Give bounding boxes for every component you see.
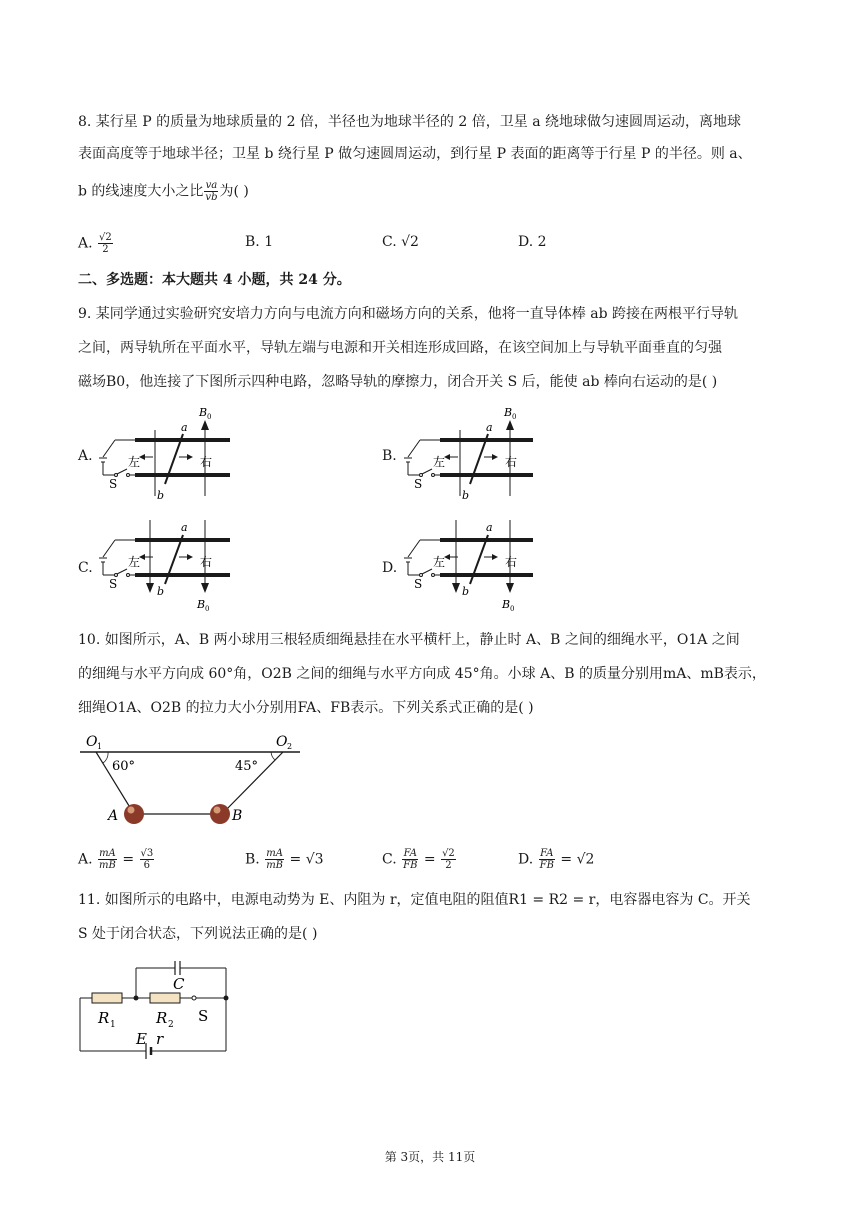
equals-sign: =: [560, 851, 573, 868]
option-label: D.: [518, 234, 534, 250]
label-right: 右: [200, 455, 213, 469]
label-right: 右: [505, 555, 518, 569]
label-a: a: [486, 421, 493, 434]
label-left: 左: [128, 555, 141, 569]
option-lhs-fraction: [98, 848, 117, 871]
q8-line-1: 8. 某行星 P 的质量为地球质量的 2 倍，半径也为地球半径的 2 倍，卫星 a 绕地球做匀速圆周运动，离地球: [78, 114, 741, 130]
q8-ratio-num: va: [205, 180, 218, 191]
option-label: A.: [78, 851, 93, 868]
q10-line-1: 10. 如图所示，A、B 两小球用三根轻质细绳悬挂在水平横杆上，静止时 A、B 之间的细绳水平，O1A 之间: [78, 632, 740, 648]
label-a: a: [181, 421, 188, 434]
q9-option-d-label[interactable]: D.: [382, 560, 398, 576]
label-capacitor: C: [173, 975, 185, 993]
q8-option-a[interactable]: [78, 232, 114, 255]
q10-option-b[interactable]: [245, 848, 324, 871]
q11-line-1: 11. 如图所示的电路中，电源电动势为 E、内阻为 r，定值电阻的阻值R1 = R2 = r，电容器电容为 C。开关: [78, 892, 751, 908]
ball-a: [124, 804, 144, 824]
q9-option-c-label[interactable]: C.: [78, 560, 93, 576]
label-switch: S: [109, 477, 118, 491]
option-lhs-fraction: [539, 848, 555, 871]
label-r2: R: [156, 1009, 168, 1027]
option-value: 1: [264, 234, 274, 250]
q9-diagram-b: [398, 402, 548, 502]
option-label: A.: [78, 235, 93, 252]
fraction-den: FB: [403, 860, 418, 871]
label-left: 左: [128, 455, 141, 469]
q9-option-a-label[interactable]: A.: [78, 448, 93, 464]
fraction-num: mA: [266, 848, 283, 859]
label-field: B: [199, 406, 208, 419]
q10-line-3: 细绳O1A、O2B 的拉力大小分别用FA、FB表示。下列关系式正确的是( ): [78, 700, 534, 716]
q9-option-b-label[interactable]: B.: [382, 448, 397, 464]
fraction-num: √2: [99, 232, 112, 243]
label-o1-sub: 1: [97, 742, 103, 751]
fraction-num: FA: [540, 848, 554, 859]
label-field: B: [197, 598, 206, 611]
label-field: B: [504, 406, 513, 419]
q10-option-c[interactable]: [382, 848, 457, 871]
q10-option-a[interactable]: [78, 848, 155, 871]
label-b: b: [462, 585, 470, 598]
fraction-num: FA: [403, 848, 417, 859]
option-lhs-fraction: [402, 848, 418, 871]
label-r2-sub: 2: [168, 1020, 174, 1030]
label-a: a: [486, 521, 493, 534]
label-r1: R: [98, 1009, 110, 1027]
q9-line-2: 之间，两导轨所在平面水平，导轨左端与电源和开关相连形成回路，在该空间加上与导轨平面垂直的匀强: [78, 340, 722, 356]
q9-diagram-d: [398, 515, 548, 615]
option-value: 2: [537, 234, 547, 250]
label-o2-sub: 2: [287, 742, 293, 751]
q8-line-3-pre: b 的线速度大小之比: [78, 183, 204, 200]
q9-diagram-c: [95, 515, 245, 615]
label-emf: E: [136, 1030, 147, 1048]
q8-line-3-post: 为( ): [219, 183, 249, 200]
fraction-den: mB: [266, 860, 284, 871]
option-label: B.: [245, 851, 260, 868]
q10-line-2: 的细绳与水平方向成 60°角，O2B 之间的细绳与水平方向成 45°角。小球 A、B 的质量分别用mA、mB表示，: [78, 666, 766, 682]
option-label: B.: [245, 234, 260, 250]
section-heading-multiple-choice: 二、多选题：本大题共 4 小题，共 24 分。: [78, 272, 351, 288]
label-field-sub: 0: [205, 605, 210, 613]
label-field-sub: 0: [207, 413, 212, 421]
option-rhs-fraction: [441, 848, 456, 871]
equals-sign: =: [122, 851, 135, 868]
page-footer: 第 3页，共 11页: [384, 1150, 476, 1164]
label-b: b: [157, 489, 165, 502]
fraction-num: mA: [99, 848, 116, 859]
label-b: b: [157, 585, 165, 598]
q8-line-3: [78, 180, 249, 203]
fraction-den: 2: [102, 244, 109, 255]
label-o2: O: [276, 734, 288, 750]
q8-option-d[interactable]: [518, 232, 547, 252]
q9-line-3: 磁场B0，他连接了下图所示四种电路，忽略导轨的摩擦力，闭合开关 S 后，能使 ab 棒向右运动的是( ): [78, 374, 718, 390]
fraction-den: FB: [539, 860, 554, 871]
fraction-num: √3: [140, 848, 154, 859]
q8-option-c[interactable]: [382, 232, 419, 252]
fraction-den: mB: [99, 860, 116, 871]
fraction-den: 6: [143, 860, 151, 871]
option-rhs: √3: [305, 851, 324, 868]
label-left: 左: [433, 455, 446, 469]
label-left: 左: [433, 555, 446, 569]
label-r1-sub: 1: [110, 1020, 116, 1030]
label-right: 右: [505, 455, 518, 469]
label-angle-45: 45°: [235, 759, 259, 774]
option-label: C.: [382, 851, 397, 868]
label-field: B: [502, 598, 511, 611]
ball-b: [210, 804, 230, 824]
fraction-den: 2: [445, 860, 452, 871]
label-field-sub: 0: [510, 605, 515, 613]
q10-option-d[interactable]: [518, 848, 594, 871]
label-ball-b: B: [232, 808, 243, 824]
label-a: a: [181, 521, 188, 534]
q8-ratio-fraction: [204, 180, 218, 203]
label-switch: S: [198, 1007, 209, 1025]
label-angle-60: 60°: [112, 759, 136, 774]
label-right: 右: [200, 555, 213, 569]
option-value: √2: [401, 234, 419, 250]
q8-line-2: 表面高度等于地球半径；卫星 b 绕行星 P 做匀速圆周运动，到行星 P 表面的距离等于行星 P 的半径。则 a、: [78, 146, 752, 162]
option-label: D.: [518, 851, 534, 868]
option-label: C.: [382, 234, 397, 250]
option-rhs-fraction: [140, 848, 155, 871]
fraction-num: √2: [442, 848, 455, 859]
option-rhs: √2: [576, 851, 595, 868]
q9-line-1: 9. 某同学通过实验研究安培力方向与电流方向和磁场方向的关系，他将一直导体棒 ab 跨接在两根平行导轨: [78, 306, 739, 322]
q10-diagram: [78, 730, 308, 830]
equals-sign: =: [423, 851, 436, 868]
label-internal-resistance: r: [156, 1030, 164, 1048]
label-ball-a: A: [108, 808, 119, 824]
q8-option-b[interactable]: [245, 232, 273, 252]
label-o1: O: [86, 734, 98, 750]
option-fraction: [98, 232, 113, 255]
label-b: b: [462, 489, 470, 502]
q9-diagram-a: [95, 402, 245, 502]
label-switch: S: [414, 577, 423, 591]
label-switch: S: [414, 477, 423, 491]
label-field-sub: 0: [512, 413, 517, 421]
q8-ratio-den: vb: [205, 192, 218, 203]
q11-circuit-diagram: [78, 958, 238, 1058]
q11-line-2: S 处于闭合状态，下列说法正确的是( ): [78, 926, 318, 942]
equals-sign: =: [289, 851, 302, 868]
label-switch: S: [109, 577, 118, 591]
option-lhs-fraction: [265, 848, 284, 871]
